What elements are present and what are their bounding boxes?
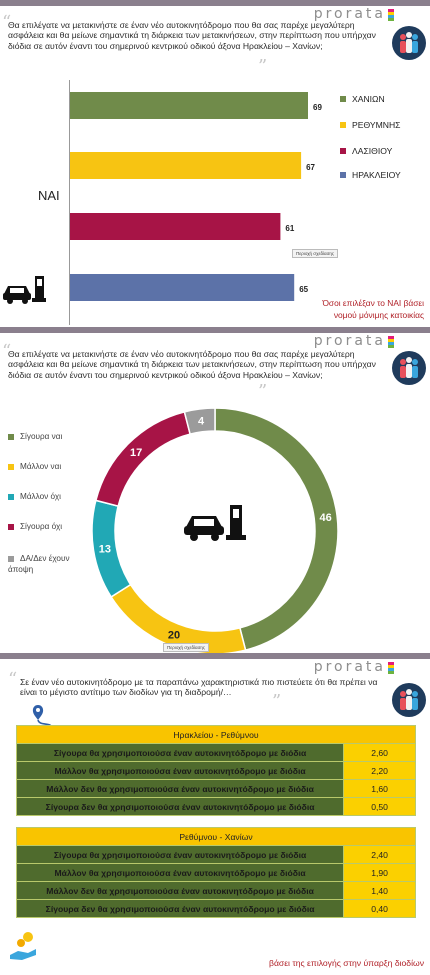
legend-item-lasithiou (340, 146, 392, 156)
legend-label: Σίγουρα ναι (20, 432, 63, 441)
panel-donut-chart (0, 327, 430, 653)
people-icon (392, 683, 426, 717)
row-label: Μάλλον θα χρησιμοποιούσα έναν αυτοκινητόδρομο με διόδια (17, 762, 344, 780)
footnote: βάσει της επιλογής στην ύπαρξη διοδίων (269, 958, 424, 968)
row-value: 1,60 (344, 780, 416, 798)
row-value: 2,40 (344, 846, 416, 864)
bar-3 (70, 213, 280, 240)
coins-hand-icon (8, 931, 38, 966)
donut-legend-item (8, 553, 88, 575)
row-value: 2,20 (344, 762, 416, 780)
legend-swatch (340, 96, 346, 102)
row-label: Σίγουρα θα χρησιμοποιούσα έναν αυτοκινητόδρομο με διόδια (17, 846, 344, 864)
legend-label: Μάλλον όχι (20, 492, 61, 501)
row-label: Σίγουρα δεν θα χρησιμοποιούσα έναν αυτοκινητόδρομο με διόδια (17, 798, 344, 816)
table-row (17, 744, 416, 762)
donut-slice-4 (96, 412, 190, 506)
legend-swatch (8, 464, 14, 470)
legend-label: ΗΡΑΚΛΕΙΟΥ (352, 170, 401, 180)
row-value: 0,50 (344, 798, 416, 816)
toll-table-rethymno-chania (16, 827, 416, 918)
plot-area-tooltip: Περιοχή σχεδίασης (292, 249, 338, 258)
table-row (17, 864, 416, 882)
quote-open-icon: “ (8, 669, 18, 690)
legend-swatch (8, 494, 14, 500)
brand-logo: prorata (313, 659, 386, 675)
footnote-line: Όσοι επιλέξαν το ΝΑΙ βάσει (322, 298, 424, 308)
legend-swatch (8, 556, 14, 562)
legend-item-chanion (340, 94, 385, 104)
row-value: 1,90 (344, 864, 416, 882)
table-row (17, 846, 416, 864)
quote-close-icon: ” (258, 381, 268, 402)
legend-label: ΡΕΘΥΜΝΗΣ (352, 120, 401, 130)
quote-close-icon: ” (258, 56, 268, 77)
bar-data-label: 61 (285, 224, 295, 233)
question-text: Θα επιλέγατε να μετακινήστε σε έναν νέο αυτοκινητόδρομο που θα σας παρέχε μεγαλύτερη ασφάλεια και θα μείωνε σημαντικά τη διάρκεια των μετακινήσεων, στην περίπτωση που υπήρχαν διόδια σε αυτόν έναντι του σημερινού κεντρικού οδικού άξονα Ηρακλείου – Χανίων; (8, 20, 376, 51)
row-label: Μάλλον δεν θα χρησιμοποιούσα έναν αυτοκινητόδρομο με διόδια (17, 780, 344, 798)
quote-open-icon: “ (2, 12, 12, 33)
footnote (322, 297, 424, 321)
bar-chart-svg (0, 0, 430, 327)
row-value: 1,40 (344, 882, 416, 900)
bar-data-label: 65 (299, 285, 309, 294)
toll-table-irakleio-rethymno (16, 725, 416, 816)
legend-swatch (340, 122, 346, 128)
table-row (17, 762, 416, 780)
donut-chart-svg (0, 327, 430, 653)
brand-flag-icon (388, 662, 394, 674)
legend-swatch (8, 434, 14, 440)
legend-label: Μάλλον ναι (20, 462, 62, 471)
table-row (17, 780, 416, 798)
question-text: Σε έναν νέο αυτοκινητόδρομο με τα παραπάνω χαρακτηριστικά πιο πιστεύετε ότι θα πρέπει να είναι το μέγιστο αντίτιμο των διοδίων για τη διαδρομή/… (20, 677, 378, 698)
panel-toll-table (0, 653, 430, 975)
donut-data-label: 17 (130, 447, 143, 460)
row-label: Σίγουρα θα χρησιμοποιούσα έναν αυτοκινητόδρομο με διόδια (17, 744, 344, 762)
donut-legend-item (8, 461, 88, 472)
donut-legend-item (8, 431, 88, 442)
bar-1 (70, 92, 308, 119)
legend-label: Σίγουρα όχι (20, 522, 63, 531)
donut-legend-item (8, 491, 88, 502)
row-value: 0,40 (344, 900, 416, 918)
table-row (17, 798, 416, 816)
legend-item-rethymnis (340, 120, 401, 130)
category-label: ΝΑΙ (38, 188, 60, 203)
row-label: Μάλλον δεν θα χρησιμοποιούσα έναν αυτοκινητόδρομο με διόδια (17, 882, 344, 900)
donut-data-label: 13 (98, 543, 111, 556)
table-row (17, 882, 416, 900)
bar-data-label: 67 (306, 163, 316, 172)
legend-label: ΛΑΣΙΘΙΟΥ (352, 146, 393, 156)
row-label: Σίγουρα δεν θα χρησιμοποιούσα έναν αυτοκινητόδρομο με διόδια (17, 900, 344, 918)
donut-data-label: 46 (319, 512, 332, 525)
quote-open-icon: “ (2, 341, 12, 362)
donut-data-label: 4 (197, 415, 205, 428)
quote-close-icon: ” (272, 691, 282, 712)
table-group-header: Ρεθύμνου - Χανίων (17, 828, 416, 846)
legend-item-irakleiou (340, 170, 401, 180)
footnote-line: νομού μόνιμης κατοικίας (333, 310, 424, 320)
car-toll-icon (2, 274, 48, 309)
bar-4 (70, 274, 294, 301)
car-toll-icon (183, 503, 249, 546)
legend-swatch (340, 172, 346, 178)
brand-logo: prorata (313, 6, 386, 22)
legend-swatch (8, 524, 14, 530)
row-label: Μάλλον θα χρησιμοποιούσα έναν αυτοκινητόδρομο με διόδια (17, 864, 344, 882)
legend-label: ΔΑ/Δεν έχουν άποψη (8, 554, 70, 574)
question-text: Θα επιλέγατε να μετακινήστε σε έναν νέο αυτοκινητόδρομο που θα σας παρέχε μεγαλύτερη ασφάλεια και θα μείωνε σημαντικά τη διάρκεια των μετακινήσεων, στην περίπτωση που υπήρχαν διόδια σε αυτόν έναντι του σημερινού κεντρικού οδικού άξονα Ηρακλείου – Χανίων; (8, 349, 376, 380)
donut-legend-item (8, 521, 88, 532)
legend-label: ΧΑΝΙΩΝ (352, 94, 385, 104)
donut-data-label: 20 (167, 629, 181, 642)
table-row (17, 900, 416, 918)
panel-bar-chart (0, 0, 430, 327)
brand-logo: prorata (313, 333, 386, 349)
bar-data-label: 69 (313, 103, 322, 112)
row-value: 2,60 (344, 744, 416, 762)
plot-area-tooltip: Περιοχή σχεδίασης (163, 643, 209, 652)
legend-swatch (340, 148, 346, 154)
bar-2 (70, 152, 301, 179)
table-group-header: Ηρακλείου - Ρεθύμνου (17, 726, 416, 744)
